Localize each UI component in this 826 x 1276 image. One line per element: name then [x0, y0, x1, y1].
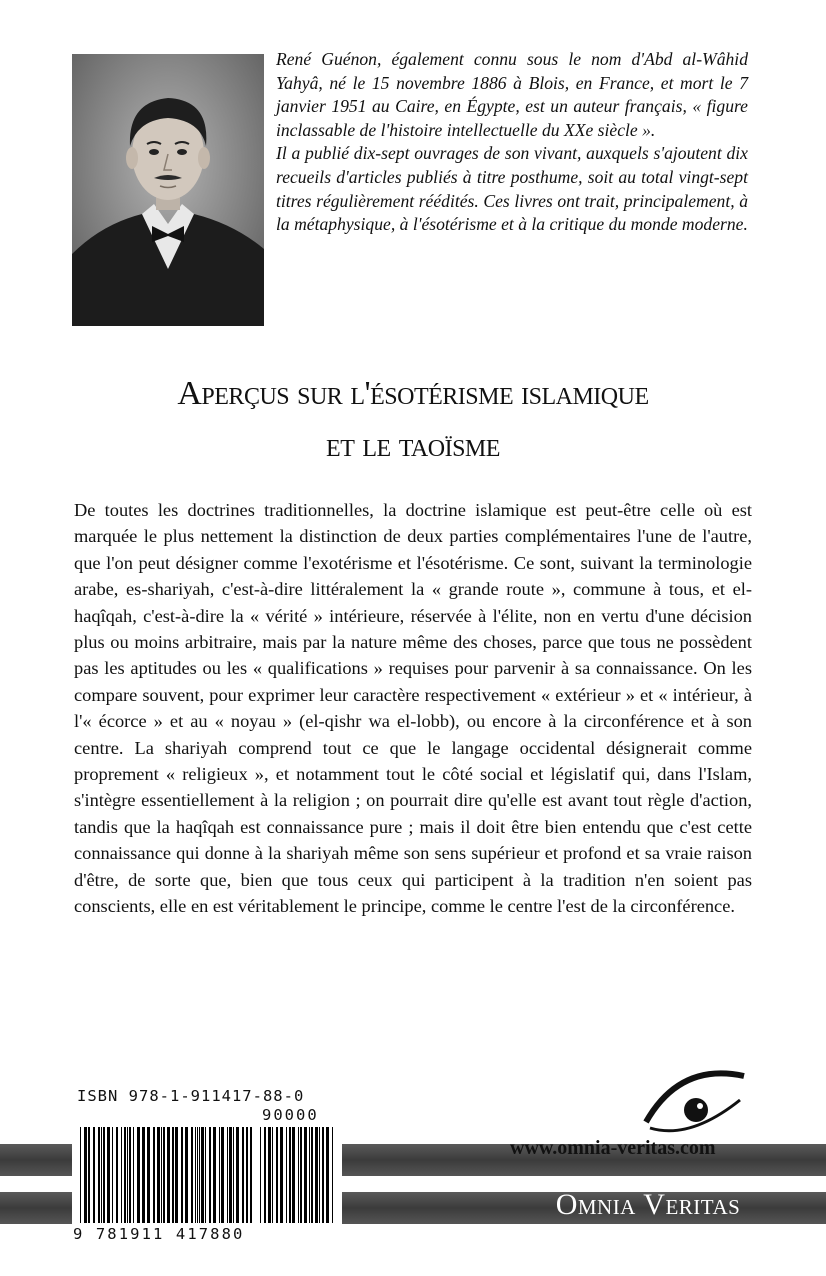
barcode-bar — [319, 1127, 320, 1223]
book-title-line-1: Aperçus sur l'ésotérisme islamique — [177, 375, 649, 412]
barcode-bar — [103, 1127, 105, 1223]
barcode-bar — [221, 1127, 224, 1223]
barcode-bar — [264, 1127, 266, 1223]
barcode-bar — [272, 1127, 273, 1223]
barcode-bar — [197, 1127, 198, 1223]
barcode-bar — [147, 1127, 150, 1223]
barcode-bar — [121, 1127, 122, 1223]
barcode-bar — [80, 1127, 81, 1223]
author-bio-paragraph-2: Il a publié dix-sept ouvrages de son vivant, auxquels s'ajoutent dix recueils d'articles publiés à titre posthume, soit au total vingt-sept titres régulièrement réédités. Ces livres ont trait, principalement, à la métaphysique, à l'ésotérisme et à la critique du monde moderne. — [276, 143, 748, 235]
barcode-bar — [181, 1127, 183, 1223]
barcode-bar — [219, 1127, 220, 1223]
barcode-bar — [175, 1127, 178, 1223]
barcode-bar — [213, 1127, 216, 1223]
barcode-digits: 9 781911 417880 — [73, 1225, 245, 1243]
publisher-brand: Omnia Veritas — [555, 1188, 741, 1221]
barcode-bar — [205, 1127, 206, 1223]
book-title — [40, 368, 786, 472]
barcode-bar — [268, 1127, 271, 1223]
barcode-bar — [236, 1127, 239, 1223]
barcode-bar — [326, 1127, 329, 1223]
barcode-bar — [157, 1127, 160, 1223]
barcode-bar — [233, 1127, 234, 1223]
barcode-bars — [80, 1127, 252, 1223]
barcode-bar — [129, 1127, 131, 1223]
author-bio-paragraph-1: René Guénon, également connu sous le nom d'Abd al-Wâhid Yahyâ, né le 15 novembre 1886 à Blois, en France, et mort le 7 janvier 1951 au Caire, en Égypte, est un auteur français, « figure inclassable de l'histoire intellectuelle du XXe siècle ». — [276, 49, 748, 140]
barcode-bar — [304, 1127, 307, 1223]
barcode-bar — [309, 1127, 310, 1223]
barcode-bar — [167, 1127, 170, 1223]
barcode-bar — [161, 1127, 162, 1223]
barcode-bar — [322, 1127, 324, 1223]
barcode-bar — [227, 1127, 228, 1223]
barcode-bar — [185, 1127, 188, 1223]
book-summary: De toutes les doctrines traditionnelles, la doctrine islamique est peut-être celle où est marquée le plus nettement la distinction de deux parties complémentaires l'une de l'autre, que l'on peut désigner comme l'exotérisme et l'ésotérisme. Ce sont, suivant la terminologie arabe, es-shariyah, c'est-à-dire littéralement la « grande route », commune à tous, et el-haqîqah, c'est-à-dire la « vérité » intérieure, réservée à l'élite, non en vertu d'une décision plus ou moins arbitraire, mais par la nature même des choses, parce que tous ne possèdent pas les aptitudes ou les « qualifications » requises pour parvenir à sa connaissance. On les compare souvent, pour exprimer leur caractère respectivement « extérieur » et « intérieur, à l'« écorce » et au « noyau » (el-qishr wa el-lobb), ou encore à la circonférence et à son centre. La shariyah comprend tout ce que le langage occidental désignerait comme proprement « religieux », et notamment tout le côté social et législatif qui, dans l'Islam, s'intègre essentiellement à la religion ; on pourrait dire qu'elle est avant tout règle d'action, tandis que la haqîqah est connaissance pure ; mais il doit être bien entendu que c'est cette connaissance qui donne à la shariyah même son sens supérieur et profond et sa vraie raison d'être, de sorte que, bien que tous ceux qui participent à la tradition n'en soient pas conscients, elle en est véritablement le principe, comme le centre l'est de la circonférence. — [74, 500, 752, 917]
barcode-bar — [93, 1127, 95, 1223]
barcode-bar — [250, 1127, 252, 1223]
barcode-bar — [101, 1127, 102, 1223]
publisher-website: www.omnia-veritas.com — [510, 1137, 716, 1159]
barcode-bar — [142, 1127, 145, 1223]
barcode-bar — [107, 1127, 110, 1223]
barcode-bar — [229, 1127, 232, 1223]
barcode-bar — [315, 1127, 318, 1223]
isbn-label: ISBN 978-1-911417-88-0 — [77, 1087, 305, 1105]
barcode-bar — [298, 1127, 299, 1223]
eye-logo-icon — [640, 1062, 750, 1142]
barcode-bar — [153, 1127, 155, 1223]
barcode-bar — [286, 1127, 287, 1223]
barcode-bar — [98, 1127, 100, 1223]
barcode-bar — [311, 1127, 313, 1223]
barcode-bar — [242, 1127, 244, 1223]
barcode-bar — [124, 1127, 126, 1223]
barcode-bar — [88, 1127, 90, 1223]
barcode-bar — [199, 1127, 200, 1223]
barcode-addon-bars — [260, 1127, 334, 1223]
barcode-bar — [195, 1127, 196, 1223]
barcode-bar — [172, 1127, 174, 1223]
barcode-bar — [163, 1127, 165, 1223]
barcode-bar — [191, 1127, 193, 1223]
barcode-bar — [289, 1127, 291, 1223]
barcode-bar — [246, 1127, 248, 1223]
barcode-bar — [292, 1127, 295, 1223]
barcode-bar — [332, 1127, 333, 1223]
barcode-bar — [137, 1127, 140, 1223]
barcode-bar — [209, 1127, 211, 1223]
barcode-bar — [260, 1127, 261, 1223]
barcode-bar — [127, 1127, 128, 1223]
barcode-bar — [201, 1127, 204, 1223]
barcode-bar — [300, 1127, 302, 1223]
author-photo-image — [72, 54, 264, 326]
barcode-bar — [276, 1127, 278, 1223]
author-bio — [276, 48, 748, 237]
barcode-bar — [133, 1127, 134, 1223]
author-portrait — [72, 54, 264, 326]
barcode-bar — [112, 1127, 113, 1223]
barcode-bar — [280, 1127, 283, 1223]
barcode-bar — [84, 1127, 87, 1223]
barcode-bar — [116, 1127, 118, 1223]
book-title-line-2: et le taoïsme — [326, 427, 500, 464]
price-code: 90000 — [262, 1106, 319, 1124]
